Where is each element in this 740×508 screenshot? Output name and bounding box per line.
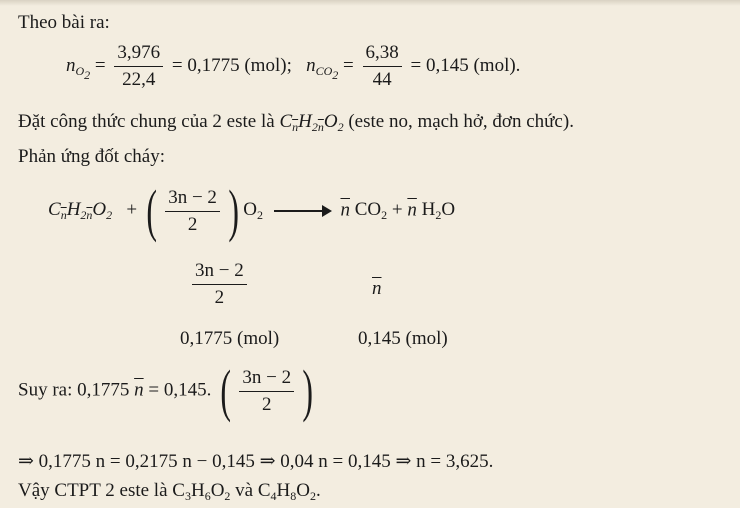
general-formula: $C_nH_{2n}O_2$ bbox=[279, 111, 344, 134]
reactant-ester: $C_nH_{2n}O_2$ bbox=[48, 199, 113, 223]
plus-sign: + bbox=[391, 199, 403, 221]
o2-result: = 0,1775 (mol); bbox=[171, 54, 292, 76]
ratio-frac bbox=[192, 260, 247, 309]
derive-fraction bbox=[239, 367, 294, 416]
scan-top-edge bbox=[0, 0, 740, 6]
co2-coef-n: n bbox=[340, 199, 350, 221]
derive-right-paren: ) bbox=[302, 358, 314, 423]
derive-line bbox=[18, 358, 317, 423]
co2-numerator: 6,38 bbox=[365, 42, 399, 63]
co2-result: = 0,145 (mol). bbox=[410, 54, 521, 76]
o2-coefficient bbox=[165, 187, 220, 236]
h2o-coef-n: n bbox=[407, 199, 417, 221]
derive-mid: = 0,145. bbox=[148, 379, 212, 401]
n-co2-symbol: n bbox=[306, 54, 316, 76]
conclusion-prefix: Vậy CTPT 2 este là bbox=[18, 480, 168, 501]
reaction-arrow bbox=[274, 210, 330, 212]
combustion-equation: $C_nH_{2n}O_2$ + ( $\frac{3n - 2}{2}$ ) $O_2$ n $CO_2 + n$ $H_2O$ bbox=[48, 178, 456, 243]
co2-fraction bbox=[363, 42, 402, 91]
amount-o2: 0,1775 (mol) bbox=[180, 328, 280, 349]
o2-sub: O bbox=[75, 63, 85, 78]
solve-line: ⇒ 0,1775 n = 0,2175 n − 0,145 ⇒ 0,04 n = 0,145 ⇒ n = 3,625. bbox=[18, 451, 494, 472]
o-letter: O bbox=[441, 199, 456, 221]
o2-letter: O bbox=[243, 199, 257, 221]
right-paren: ) bbox=[228, 178, 239, 243]
o2-numerator: 3,976 bbox=[117, 42, 161, 63]
coef-numerator: 3n − 2 bbox=[168, 186, 217, 208]
conclusion-line bbox=[18, 480, 321, 504]
derive-prefix: Suy ra: 0,1775 bbox=[18, 379, 130, 401]
product-h2o: $H_2O$ bbox=[421, 199, 456, 223]
derive-denominator: 2 bbox=[239, 391, 294, 416]
product-co2: $CO_2$ bbox=[354, 199, 388, 223]
ratio-fraction bbox=[188, 260, 251, 309]
o2-molecule: $O_2$ bbox=[243, 199, 263, 223]
derive-n: n bbox=[134, 379, 144, 401]
reaction-heading: Phản ứng đốt cháy: bbox=[18, 146, 165, 167]
conclusion-and: và bbox=[235, 480, 254, 501]
co2-letters: CO bbox=[354, 199, 382, 221]
co2-denominator: 44 bbox=[363, 66, 402, 91]
ratio-n: n bbox=[372, 278, 382, 299]
o2-denominator: 22,4 bbox=[114, 66, 163, 91]
o2-fraction bbox=[114, 42, 163, 91]
derive-numerator: 3n − 2 bbox=[242, 366, 292, 388]
formula-c4h8o2: $C_4H_8O_2$. bbox=[257, 480, 321, 503]
intro-text: Theo bài ra: bbox=[18, 12, 110, 33]
h-letter: H bbox=[421, 199, 436, 221]
co2-sub2: 2 bbox=[332, 67, 339, 82]
ratio-denominator: 2 bbox=[192, 284, 247, 309]
formula-c3h6o2: $C_3H_6O_2$ bbox=[172, 480, 231, 503]
amount-co2: 0,145 (mol) bbox=[358, 328, 448, 349]
n-o2-symbol: n bbox=[66, 54, 76, 76]
general-formula-line bbox=[18, 111, 574, 135]
mole-calculation: $n_{O_2}$ = $\frac{3,976}{22,4}$ = 0,1775 (mol); $n_{CO_2}$ = $\frac{6,38}{44}$ = 0,145 (mol). bbox=[66, 42, 521, 90]
coef-denominator: 2 bbox=[165, 211, 220, 236]
o2-sub2: 2 bbox=[84, 67, 91, 82]
co2-sub: CO bbox=[315, 63, 333, 78]
ratio-numerator: 3n − 2 bbox=[195, 260, 244, 281]
formula-text-after: (este no, mạch hở, đơn chức). bbox=[348, 111, 574, 132]
derive-left-paren: ( bbox=[220, 358, 232, 423]
left-paren: ( bbox=[146, 178, 157, 243]
formula-text-before: Đặt công thức chung của 2 este là bbox=[18, 111, 275, 132]
